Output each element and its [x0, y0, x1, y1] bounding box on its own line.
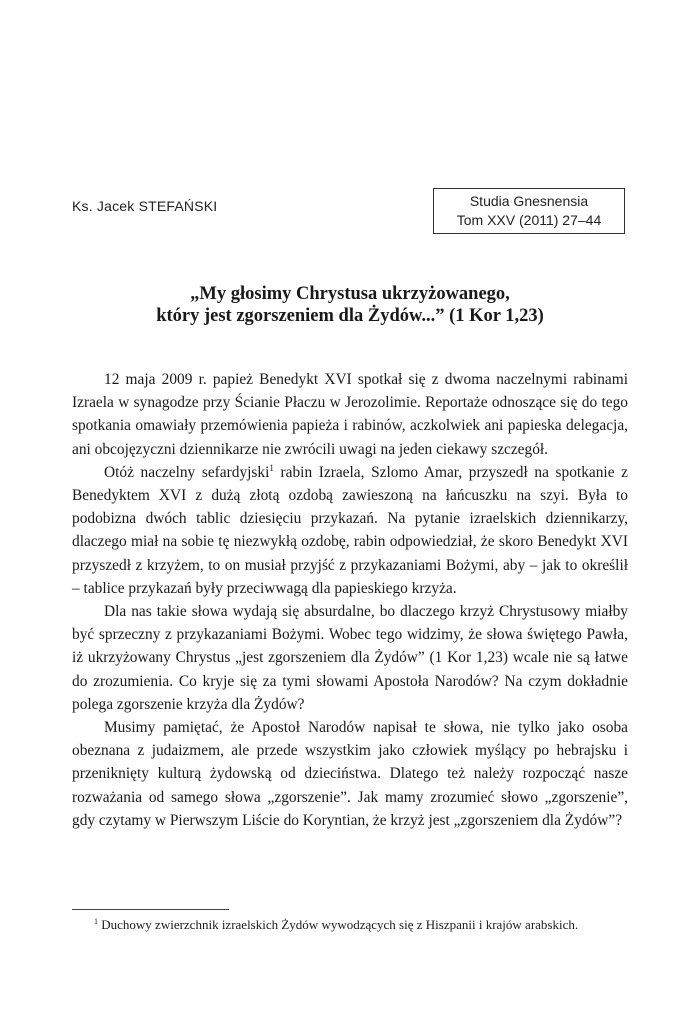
paragraph-2-start: Otóż naczelny sefardyjski: [104, 463, 270, 481]
footnote-divider: [72, 909, 229, 910]
footnote: [72, 916, 628, 935]
journal-citation-box: [433, 188, 625, 234]
author-name: Ks. Jacek STEFAŃSKI: [72, 198, 218, 214]
paragraph-1: 12 maja 2009 r. papież Benedykt XVI spotkał się z dwoma naczelnymi rabinami Izraela w synagodze przy Ścianie Płaczu w Jerozolimie. Reportaże odnoszące się do tego spotkania omawiały przemówienia papieża i rabinów, aczkolwiek ani papieska delegacja, ani obcojęzyczni dziennikarze nie zwrócili uwagi na jeden ciekawy szczegół.: [72, 371, 628, 458]
journal-name: Studia Gnesnensia: [469, 193, 589, 209]
paragraph-2-rest: rabin Izraela, Szlomo Amar, przyszedł na spotkanie z Benedyktem XVI z dużą złotą ozdobą zawieszoną na łańcuszku na szyi. Była to podobizna dwóch tablic dziesięciu przykazań. Na pytanie izraelskich dziennikarzy, dlaczego miał na sobie tę niezwykłą ozdobę, rabin odpowiedział, że skoro Benedykt XVI przyszedł z krzyżem, to on musiał przyjść z przykazaniami Bożymi, aby – jak to określił – tablice przykazań były przeciwwagą dla papieskiego krzyża.: [72, 463, 628, 597]
article-title: [72, 283, 628, 327]
title-line-2: który jest zgorszeniem dla Żydów...” (1 Kor 1,23): [156, 306, 544, 326]
paragraph-3: Dla nas takie słowa wydają się absurdalne, bo dlaczego krzyż Chrystusowy miałby być sprzeczny z przykazaniami Bożymi. Wobec tego widzimy, że słowa świętego Pawła, iż ukrzyżowany Chrystus „jest zgorszeniem dla Żydów” (1 Kor 1,23) wcale nie są łatwe do zrozumienia. Co kryje się za tymi słowami Apostoła Narodów? Na czym dokładnie polega zgorszenie krzyża dla Żydów?: [72, 603, 628, 713]
paragraph-2: [72, 461, 628, 600]
paragraph-4: Musimy pamiętać, że Apostoł Narodów napisał te słowa, nie tylko jako osoba obeznana z judaizmem, ale przede wszystkim jako człowiek myślący po hebrajsku i przeniknięty kulturą żydowską od dzieciństwa. Dlatego też należy rozpocząć nasze rozważania od samego słowa „zgorszenie”. Jak mamy zrozumieć słowo „zgorszenie”, gdy czytamy w Pierwszym Liście do Koryntian, że krzyż jest „zgorszeniem dla Żydów”?: [72, 719, 628, 829]
journal-volume: Tom XXV (2011) 27–44: [456, 212, 602, 228]
footnote-text: Duchowy zwierzchnik izraelskich Żydów wywodzących się z Hiszpanii i krajów arabskich.: [98, 917, 579, 932]
title-line-1: „My głosimy Chrystusa ukrzyżowanego,: [190, 284, 510, 304]
footnote-number: 1: [94, 917, 98, 926]
footnote-reference[interactable]: 1: [269, 462, 274, 473]
article-body: [72, 368, 628, 832]
